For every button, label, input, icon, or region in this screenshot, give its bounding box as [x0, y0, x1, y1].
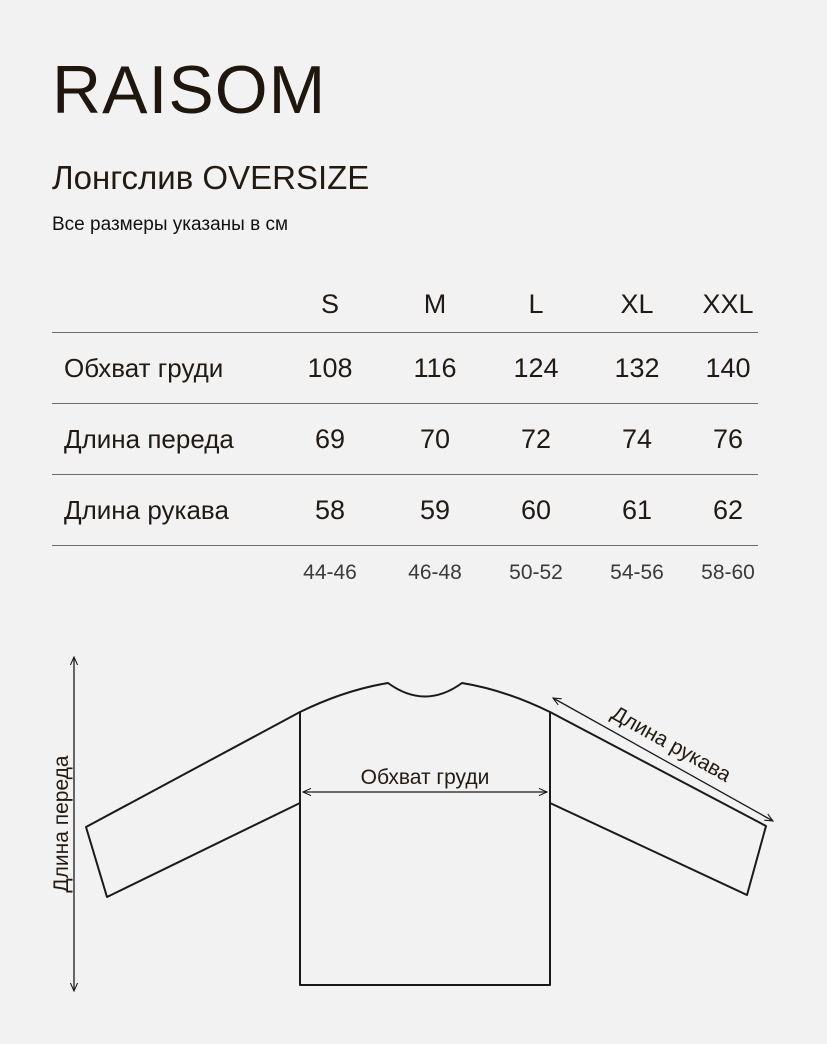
left-sleeve — [86, 712, 300, 897]
table-cell: 76 — [712, 423, 744, 454]
table-cell: 61 — [621, 494, 653, 525]
product-title: Лонгслив OVERSIZE — [52, 159, 370, 196]
size-table — [52, 276, 758, 600]
size-header-row — [52, 276, 758, 333]
ru-size: 58-60 — [701, 561, 755, 584]
front-length-label: Длина переда — [50, 755, 73, 893]
table-row-front-length — [52, 404, 758, 475]
table-cell: 116 — [413, 352, 457, 383]
size-header: S — [320, 288, 339, 319]
table-cell: 70 — [419, 423, 451, 454]
table-cell: 124 — [513, 352, 559, 383]
row-label: Длина переда — [64, 423, 234, 454]
table-cell: 58 — [314, 494, 346, 525]
ru-size: 54-56 — [610, 561, 664, 584]
ru-size: 50-52 — [509, 561, 563, 584]
table-cell: 132 — [614, 352, 660, 383]
table-cell: 62 — [712, 494, 744, 525]
table-cell: 108 — [307, 352, 353, 383]
row-label: Длина рукава — [64, 494, 229, 525]
sleeve-length-label: Длина рукава — [607, 701, 735, 787]
table-cell: 72 — [520, 423, 552, 454]
size-header: L — [528, 288, 544, 319]
garment-diagram — [0, 640, 827, 1044]
table-cell: 59 — [419, 494, 451, 525]
ru-size: 46-48 — [408, 561, 462, 584]
size-header: XXL — [702, 288, 754, 319]
table-cell: 74 — [621, 423, 653, 454]
table-row-chest — [52, 333, 758, 404]
table-row-sleeve-length — [52, 475, 758, 546]
table-cell: 69 — [314, 423, 346, 454]
ru-size-row — [52, 546, 758, 600]
ru-size: 44-46 — [303, 561, 357, 584]
garment-body — [300, 683, 550, 985]
units-note: Все размеры указаны в см — [52, 214, 289, 235]
size-header: XL — [620, 288, 654, 319]
sleeve-length-arrow — [553, 698, 773, 821]
chest-label: Обхват груди — [360, 766, 490, 789]
brand-logo: RAISOM — [52, 52, 327, 128]
table-cell: 60 — [520, 494, 552, 525]
row-label: Обхват груди — [64, 352, 224, 383]
size-header: M — [423, 288, 447, 319]
table-cell: 140 — [705, 352, 751, 383]
